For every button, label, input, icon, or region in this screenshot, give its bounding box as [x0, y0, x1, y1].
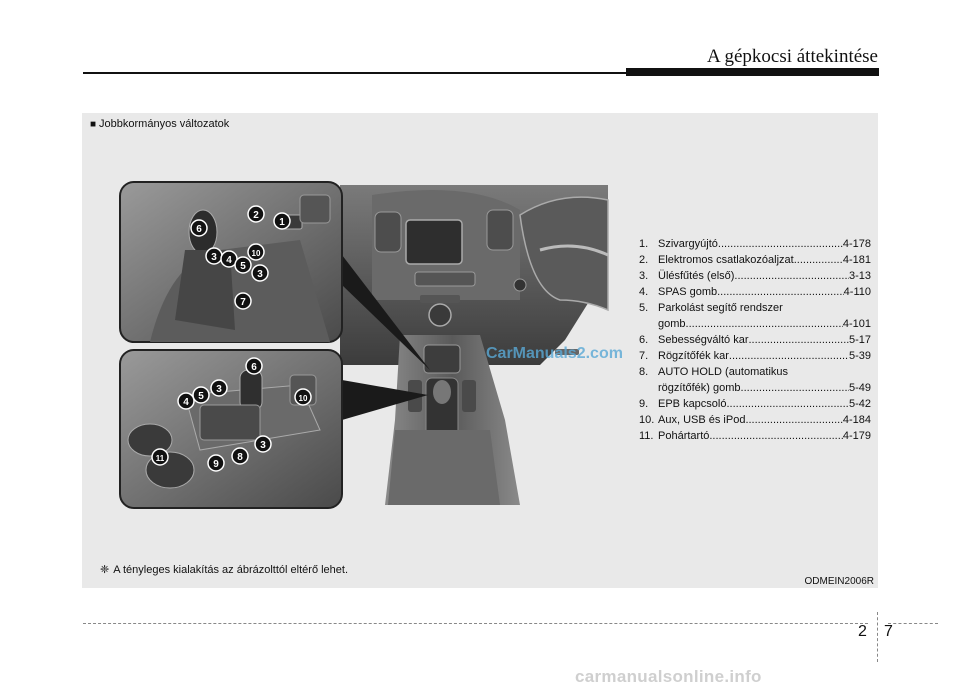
- legend-item: 1. Szivargyújtó ..... 4-178: [639, 236, 871, 252]
- svg-text:6: 6: [196, 224, 202, 235]
- note-asterism-icon: ❈: [100, 564, 110, 576]
- legend-item: 6. Sebességváltó kar ..... 5-17: [639, 332, 871, 348]
- legend-item: 8. AUTO HOLD (automatikus: [639, 366, 789, 378]
- callout-marker: [274, 213, 290, 229]
- svg-text:4: 4: [226, 255, 232, 266]
- callout-marker: [255, 436, 271, 452]
- page-number-separator: [877, 612, 878, 662]
- svg-text:3: 3: [257, 269, 263, 280]
- legend-item-continued: gomb ..... 4-101: [639, 316, 871, 332]
- legend-item: 7. Rögzítőfék kar ..... 5-39: [639, 348, 871, 364]
- note-text: A tényleges kialakítás az ábrázolttól eltérő lehet.: [113, 564, 349, 576]
- watermark-site: carmanualsonline.info: [575, 667, 762, 686]
- image-code: ODMEIN2006R: [804, 576, 874, 587]
- watermark-carmanuals: CarManuals2.com: [486, 345, 623, 362]
- legend-item-continued: rögzítőfék) gomb ..... 5-49: [639, 380, 871, 396]
- svg-text:6: 6: [251, 362, 257, 373]
- variant-label-text: Jobbkormányos változatok: [99, 118, 230, 130]
- callout-marker: [248, 244, 264, 260]
- svg-text:4: 4: [183, 397, 189, 408]
- legend-item: 11. Pohártartó ..... 4-179: [639, 428, 871, 444]
- callout-marker: [206, 248, 222, 264]
- callout-marker: [193, 387, 209, 403]
- chapter-number: 2: [858, 623, 867, 640]
- legend-item: 4. SPAS gomb ..... 4-110: [639, 284, 871, 300]
- callout-marker: [232, 448, 248, 464]
- svg-text:10: 10: [298, 394, 308, 403]
- svg-text:9: 9: [213, 459, 219, 470]
- svg-text:5: 5: [240, 261, 246, 272]
- square-bullet-icon: ■: [90, 119, 97, 130]
- callout-marker: [252, 265, 268, 281]
- svg-text:7: 7: [240, 297, 246, 308]
- legend-item: 2. Elektromos csatlakozóaljzat ..... 4-181: [639, 252, 871, 268]
- svg-text:10: 10: [251, 249, 261, 258]
- legend-item: 9. EPB kapcsoló ..... 5-42: [639, 396, 871, 412]
- infotainment-screen: [406, 220, 462, 264]
- svg-text:11: 11: [155, 454, 165, 463]
- legend-item: 5. Parkolást segítő rendszer: [639, 302, 783, 314]
- svg-text:3: 3: [211, 252, 217, 263]
- callout-marker: [235, 293, 251, 309]
- svg-text:3: 3: [260, 440, 266, 451]
- callout-marker: [191, 220, 207, 236]
- callout-marker: [211, 380, 227, 396]
- callout-marker: [208, 455, 224, 471]
- footer-rule: [83, 623, 868, 624]
- svg-text:1: 1: [279, 217, 285, 228]
- legend-item: 10. Aux, USB és iPod ..... 4-184: [639, 412, 871, 428]
- footer-rule-right: [888, 623, 938, 624]
- component-legend: [639, 236, 871, 444]
- callout-marker: [248, 206, 264, 222]
- disclaimer-note: [100, 563, 348, 576]
- svg-text:2: 2: [253, 210, 259, 221]
- svg-text:3: 3: [216, 384, 222, 395]
- callout-marker: [152, 449, 168, 465]
- callout-marker: [295, 389, 311, 405]
- callout-marker: [178, 393, 194, 409]
- page-number: 7: [884, 623, 893, 640]
- inset-bottom: [120, 350, 342, 508]
- svg-text:8: 8: [237, 452, 243, 463]
- page-header-title: A gépkocsi áttekintése: [707, 46, 878, 67]
- legend-item: 3. Ülésfűtés (első) ..... 3-13: [639, 268, 871, 284]
- callout-marker: [246, 358, 262, 374]
- svg-text:5: 5: [198, 391, 204, 402]
- callout-marker: [235, 257, 251, 273]
